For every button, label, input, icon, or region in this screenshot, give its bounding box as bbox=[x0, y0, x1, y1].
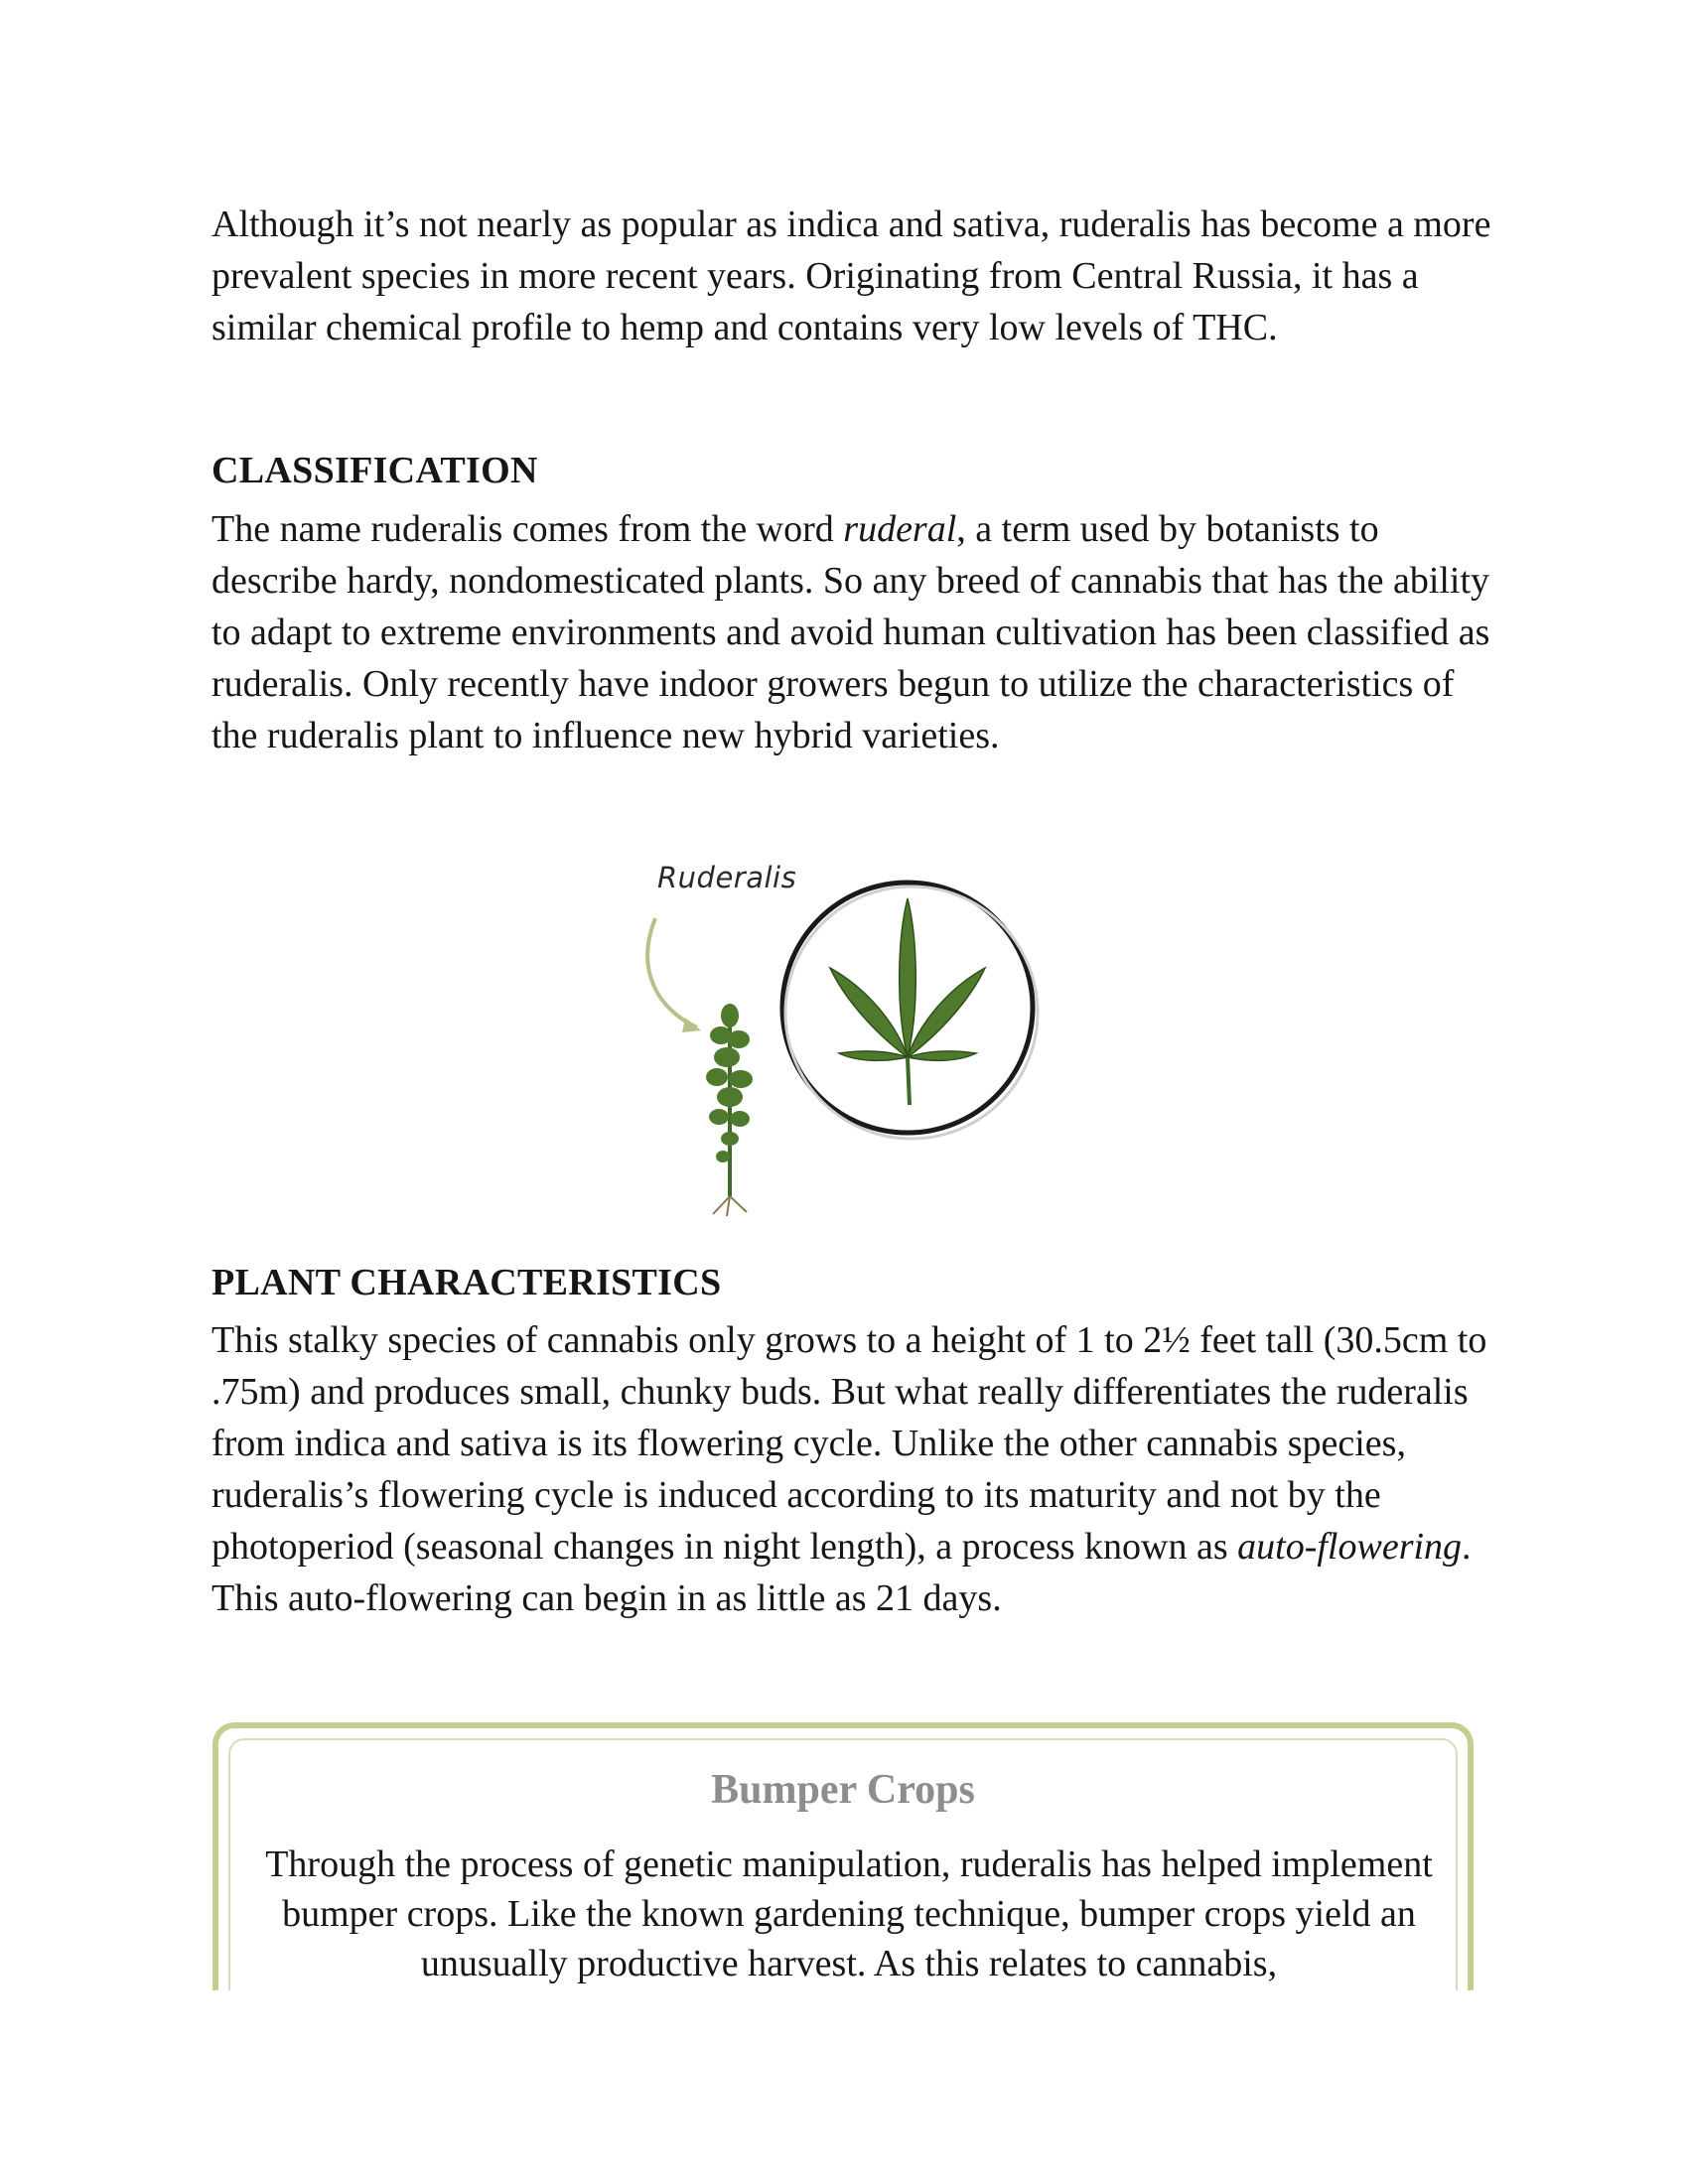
classification-heading: CLASSIFICATION bbox=[211, 450, 538, 491]
intro-paragraph: Although it’s not nearly as popular as indica and sativa, ruderalis has become a more prevalent species in more recent years. Originating from Central Russia, it has a similar chemical profile to hemp and contains very low levels of THC. bbox=[211, 204, 1491, 348]
classification-text-start: The name ruderalis comes from the word bbox=[211, 508, 844, 550]
classification-text-end: , a term used by botanists to describe hardy, nondomesticated plants. So any breed of cannabis that has the ability to adapt to extreme environments and avoid human cultivation has been classified as ruderalis. Only recently have indoor growers begun to utilize the characteristics of the ruderalis plant to influence new hybrid varieties. bbox=[211, 508, 1490, 756]
label-arrowhead bbox=[682, 1018, 701, 1032]
bumper-crops-sidebar bbox=[212, 1722, 1474, 1990]
ruderalis-illustration bbox=[635, 859, 1053, 1226]
sidebar-body: Through the process of genetic manipulation, ruderalis has helped implement bumper crops. Like the known gardening technique, bumper crops yield an unusually productive harvest. As this relates to cannabis, bbox=[265, 1843, 1433, 1984]
ruderalis-figure bbox=[635, 859, 1053, 1226]
classification-italic-term: ruderal bbox=[843, 508, 957, 550]
plant-italic-term: auto-flowering bbox=[1237, 1526, 1463, 1568]
ruderalis-plant bbox=[706, 1004, 753, 1216]
label-arrow bbox=[647, 918, 697, 1027]
plant-characteristics-paragraph bbox=[211, 1314, 1492, 1624]
figure-label: Ruderalis bbox=[657, 861, 797, 894]
sidebar-inner-border bbox=[228, 1738, 1458, 1990]
leaf-circle bbox=[782, 883, 1038, 1139]
plant-text-end: . This auto-flowering can begin in as little as 21 days. bbox=[211, 1526, 1472, 1619]
classification-paragraph bbox=[211, 503, 1492, 761]
sidebar-title: Bumper Crops bbox=[711, 1767, 975, 1813]
plant-characteristics-heading: PLANT CHARACTERISTICS bbox=[211, 1262, 722, 1303]
plant-text-start: This stalky species of cannabis only grows to a height of 1 to 2½ feet tall (30.5cm to .75m) and produces small, chunky buds. But what really differentiates the ruderalis from indica and sativa is its flowering cycle. Unlike the other cannabis species, ruderalis’s flowering cycle is induced according to its maturity and not by the photoperiod (seasonal changes in night length), a process known as bbox=[211, 1319, 1487, 1568]
